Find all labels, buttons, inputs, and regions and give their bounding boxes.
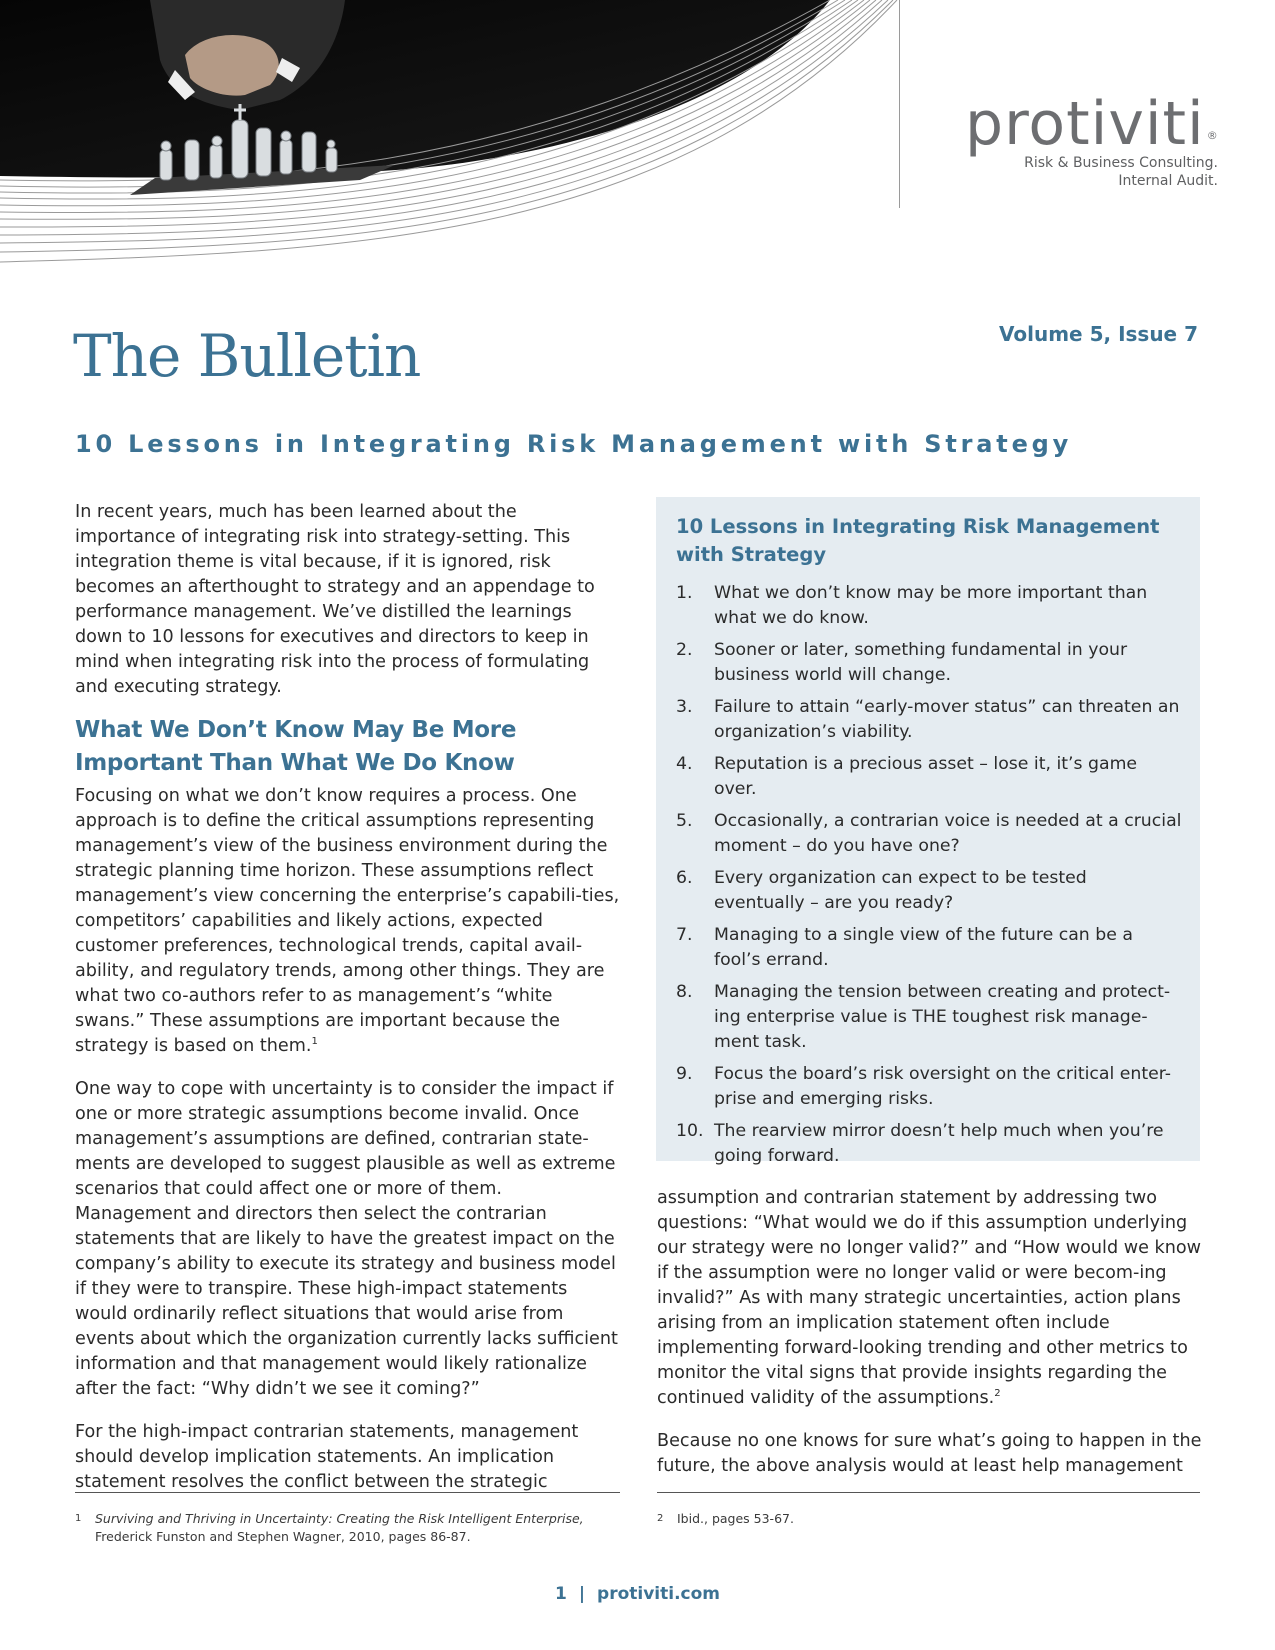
list-item-number: 3.: [676, 697, 693, 717]
list-item: [676, 581, 1182, 631]
list-item-text: Managing to a single view of the future can be a fool’s errand.: [714, 925, 1133, 970]
footnote-2-number: 2: [657, 1513, 664, 1524]
list-item-text: What we don’t know may be more important than what we do know.: [714, 583, 1148, 628]
footnote-1-rest: Frederick Funston and Stephen Wagner, 2010, pages 86-87.: [95, 1529, 471, 1544]
list-item-number: 6.: [676, 868, 693, 888]
footnote-ref-1[interactable]: 1: [311, 1036, 318, 1048]
list-item: [676, 638, 1182, 688]
list-item-text: Occasionally, a contrarian voice is needed at a crucial moment – do you have one?: [714, 811, 1182, 856]
list-item-number: 9.: [676, 1064, 693, 1084]
body-paragraph-3: For the high-impact contrarian statements, management should develop implication statements. An implication statement resolves the conflict between the strategic: [75, 1422, 579, 1492]
lessons-sidebar: [656, 497, 1200, 1166]
list-item-number: 8.: [676, 982, 693, 1002]
list-item-number: 4.: [676, 754, 693, 774]
left-column: [75, 500, 620, 1495]
footnote-rule-left: [75, 1492, 620, 1493]
footer-separator: |: [578, 1584, 586, 1604]
list-item-number: 2.: [676, 640, 693, 660]
list-item: [676, 923, 1182, 973]
page-title: The Bulletin: [73, 322, 421, 390]
header-divider: [899, 0, 900, 208]
body-paragraph-4-text: assumption and contrarian statement by addressing two questions: “What would we do if this assumption underlying our strategy were no longer valid?” and “How would we know if the assumption were no longer valid or were becom-ing invalid?” As with many strategic uncertainties, action plans arising from an implication statement often include implementing forward-looking trending and other metrics to monitor the vital signs that provide insights regarding the continued validity of the assumptions.: [657, 1188, 1201, 1408]
footnote-1-title: Surviving and Thriving in Uncertainty: Creating the Risk Intelligent Enterprise,: [95, 1511, 584, 1526]
footnote-1: [75, 1510, 620, 1546]
footer-site-link[interactable]: protiviti.com: [597, 1584, 721, 1604]
list-item-text: Reputation is a precious asset – lose it, it’s game over.: [714, 754, 1138, 799]
right-column: [657, 1186, 1205, 1479]
list-item-number: 5.: [676, 811, 693, 831]
list-item: [676, 695, 1182, 745]
list-item-number: 7.: [676, 925, 693, 945]
page-footer: [0, 1584, 1275, 1604]
footnote-ref-2[interactable]: 2: [994, 1388, 1001, 1400]
protiviti-logo: [965, 89, 1230, 190]
list-item: [676, 1119, 1182, 1169]
body-paragraph-5: Because no one knows for sure what’s going to happen in the future, the above analysis would at least help management: [657, 1431, 1202, 1476]
footnote-2-text: Ibid., pages 53-67.: [677, 1511, 794, 1526]
list-item-text: Focus the board’s risk oversight on the critical enter-prise and emerging risks.: [714, 1064, 1172, 1109]
logo-wordmark: protiviti: [965, 89, 1205, 159]
list-item: [676, 1062, 1182, 1112]
list-item: [676, 866, 1182, 916]
list-item-number: 1.: [676, 583, 693, 603]
list-item-text: Failure to attain “early-mover status” can threaten an organization’s viability.: [714, 697, 1180, 742]
list-item: [676, 980, 1182, 1055]
list-item-text: Sooner or later, something fundamental in your business world will change.: [714, 640, 1128, 685]
footnote-1-number: 1: [75, 1513, 82, 1524]
logo-tagline-2: Internal Audit.: [1118, 173, 1218, 189]
sidebar-heading: 10 Lessons in Integrating Risk Management with Strategy: [676, 515, 1160, 566]
article-subtitle: 10 Lessons in Integrating Risk Management with Strategy: [75, 430, 1073, 458]
footnote-rule-right: [657, 1492, 1200, 1493]
logo-tagline-1: Risk & Business Consulting.: [1024, 155, 1218, 171]
body-paragraph-1: [75, 784, 620, 1059]
body-paragraph-4: [657, 1186, 1205, 1411]
list-item: [676, 752, 1182, 802]
section-heading: What We Don’t Know May Be More Important Than What We Do Know: [75, 717, 517, 776]
list-item-text: The rearview mirror doesn’t help much when you’re going forward.: [714, 1121, 1164, 1166]
list-item-number: 10.: [676, 1121, 704, 1141]
body-paragraph-1-text: Focusing on what we don’t know requires a process. One approach is to define the critical assumptions representing management’s view of the business environment during the strategic planning time horizon. These assumptions reflect management’s view concerning the enterprise’s capabili-ties, competitors’ capabilities and likely actions, expected customer preferences, technological trends, capital avail-ability, and regulatory trends, among other things. They are what two co-authors refer to as management’s “white swans.” These assumptions are important because the strategy is based on them.: [75, 786, 620, 1056]
list-item-text: Every organization can expect to be tested eventually – are you ready?: [714, 868, 1087, 913]
volume-issue: Volume 5, Issue 7: [999, 322, 1198, 346]
body-paragraph-2: One way to cope with uncertainty is to consider the impact if one or more strategic assumptions become invalid. Once management’s assumptions are defined, contrarian state-ments are developed to suggest plausible as well as extreme scenarios that could affect one or more of them. Management and directors then select the contrarian statements that are likely to have the greatest impact on the company’s ability to execute its strategy and business model if they were to transpire. These high-impact statements would ordinarily reflect situations that would arise from events about which the organization currently lacks sufficient information and that management would likely rationalize after the fact: “Why didn’t we see it coming?”: [75, 1079, 618, 1399]
page-number: 1: [554, 1584, 567, 1604]
chess-hero-image: [0, 0, 900, 300]
registered-mark: ®: [1206, 129, 1219, 142]
intro-paragraph: In recent years, much has been learned about the importance of integrating risk into strategy-setting. This integration theme is vital because, if it is ignored, risk becomes an afterthought to strategy and an appendage to performance management. We’ve distilled the learnings down to 10 lessons for executives and directors to keep in mind when integrating risk into the process of formulating and executing strategy.: [75, 502, 595, 697]
list-item: [676, 809, 1182, 859]
lessons-list: [676, 581, 1182, 1169]
list-item-text: Managing the tension between creating and protect-ing enterprise value is THE toughest risk manage-ment task.: [714, 982, 1171, 1052]
footnote-2: [657, 1510, 1200, 1528]
